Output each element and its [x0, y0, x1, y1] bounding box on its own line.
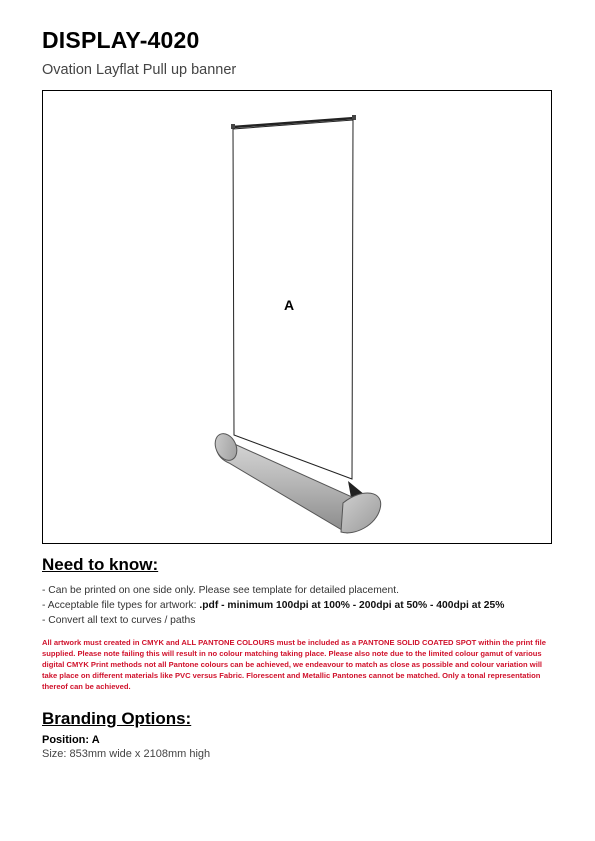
branding-position: Position: A [42, 734, 100, 746]
position-a-label: A [284, 297, 295, 313]
list-item: - Convert all text to curves / paths [42, 615, 196, 626]
branding-size: Size: 853mm wide x 2108mm high [42, 748, 211, 760]
need-to-know-heading: Need to know: [42, 555, 159, 574]
branding-options-heading: Branding Options: [42, 709, 192, 728]
list-item: - Acceptable file types for artwork: .pdf - minimum 100dpi at 100% - 200dpi at 50% - 400dpi at 25% [42, 600, 505, 611]
requirements-list [42, 583, 504, 628]
colour-warning-text: All artwork must created in CMYK and ALL PANTONE COLOURS must be included as a PANTONE SOLID COATED SPOT within the print file supplied. Please note failing this will result in no colour matching taking place. Please also note due to the limited colour gamut of various digital CMYK Print methods not all Pantone colours can be achieved, we endeavour to match as close as possible and colour variation will take place on different materials like PVC versus Fabric. Florescent and Metallic Pantones cannot be matched. Only a tonal representation thereof can be achieved. [42, 638, 546, 691]
banner-stand-illustration [43, 91, 553, 545]
page-subtitle: Ovation Layflat Pull up banner [42, 62, 237, 78]
page-title: DISPLAY-4020 [42, 27, 200, 53]
list-item: - Can be printed on one side only. Please see template for detailed placement. [42, 585, 399, 596]
product-illustration-frame [42, 90, 552, 544]
